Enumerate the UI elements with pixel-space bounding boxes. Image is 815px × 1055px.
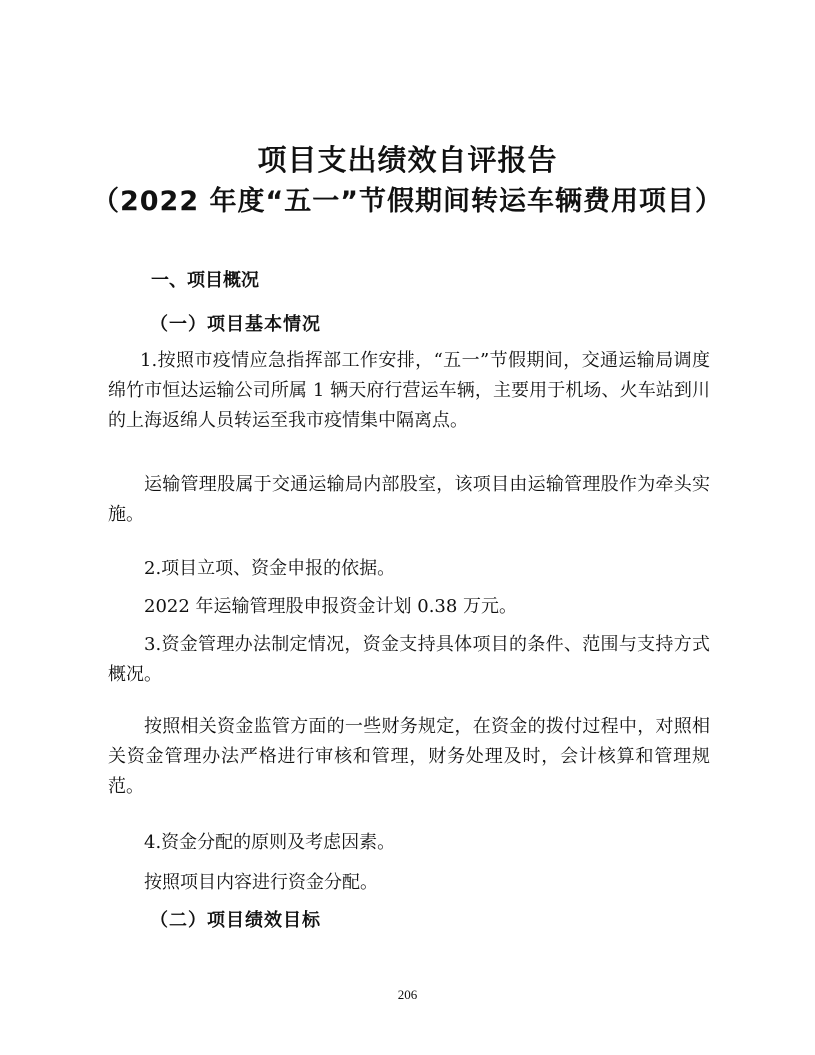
paragraph-allocation-method: 按照项目内容进行资金分配。 [144, 872, 378, 893]
report-title: 项目支出绩效自评报告 [257, 143, 558, 177]
subsection-heading-performance-goals: （二）项目绩效目标 [150, 910, 321, 931]
page-number: 206 [397, 987, 418, 1002]
paragraph-funding-plan: 2022 年运输管理股申报资金计划 0.38 万元。 [144, 596, 518, 617]
paragraph-allocation-principles-heading: 4.资金分配的原则及考虑因素。 [144, 832, 396, 853]
report-subtitle: （2022 年度“五一”节假期间转运车辆费用项目） [91, 186, 724, 217]
paragraph-implementation-department: 运输管理股属于交通运输局内部股室，该项目由运输管理股作为牵头实施。 [108, 474, 710, 525]
paragraph-project-basis-heading: 2.项目立项、资金申报的依据。 [144, 558, 396, 579]
subsection-heading-basic-info: （一）项目基本情况 [150, 314, 321, 335]
paragraph-project-arrangement: 1.按照市疫情应急指挥部工作安排，“五一”节假期间，交通运输局调度绵竹市恒达运输公司所属 1 辆天府行营运车辆，主要用于机场、火车站到川的上海返绵人员转运至我市疫情集中隔离点。 [108, 350, 710, 431]
paragraph-fund-management-description: 按照相关资金监管方面的一些财务规定，在资金的拨付过程中，对照相关资金管理办法严格进行审核和管理，财务处理及时，会计核算和管理规范。 [108, 716, 710, 797]
section-heading-project-overview: 一、项目概况 [151, 270, 259, 291]
paragraph-fund-management-heading: 3.资金管理办法制定情况，资金支持具体项目的条件、范围与支持方式概况。 [108, 634, 710, 685]
